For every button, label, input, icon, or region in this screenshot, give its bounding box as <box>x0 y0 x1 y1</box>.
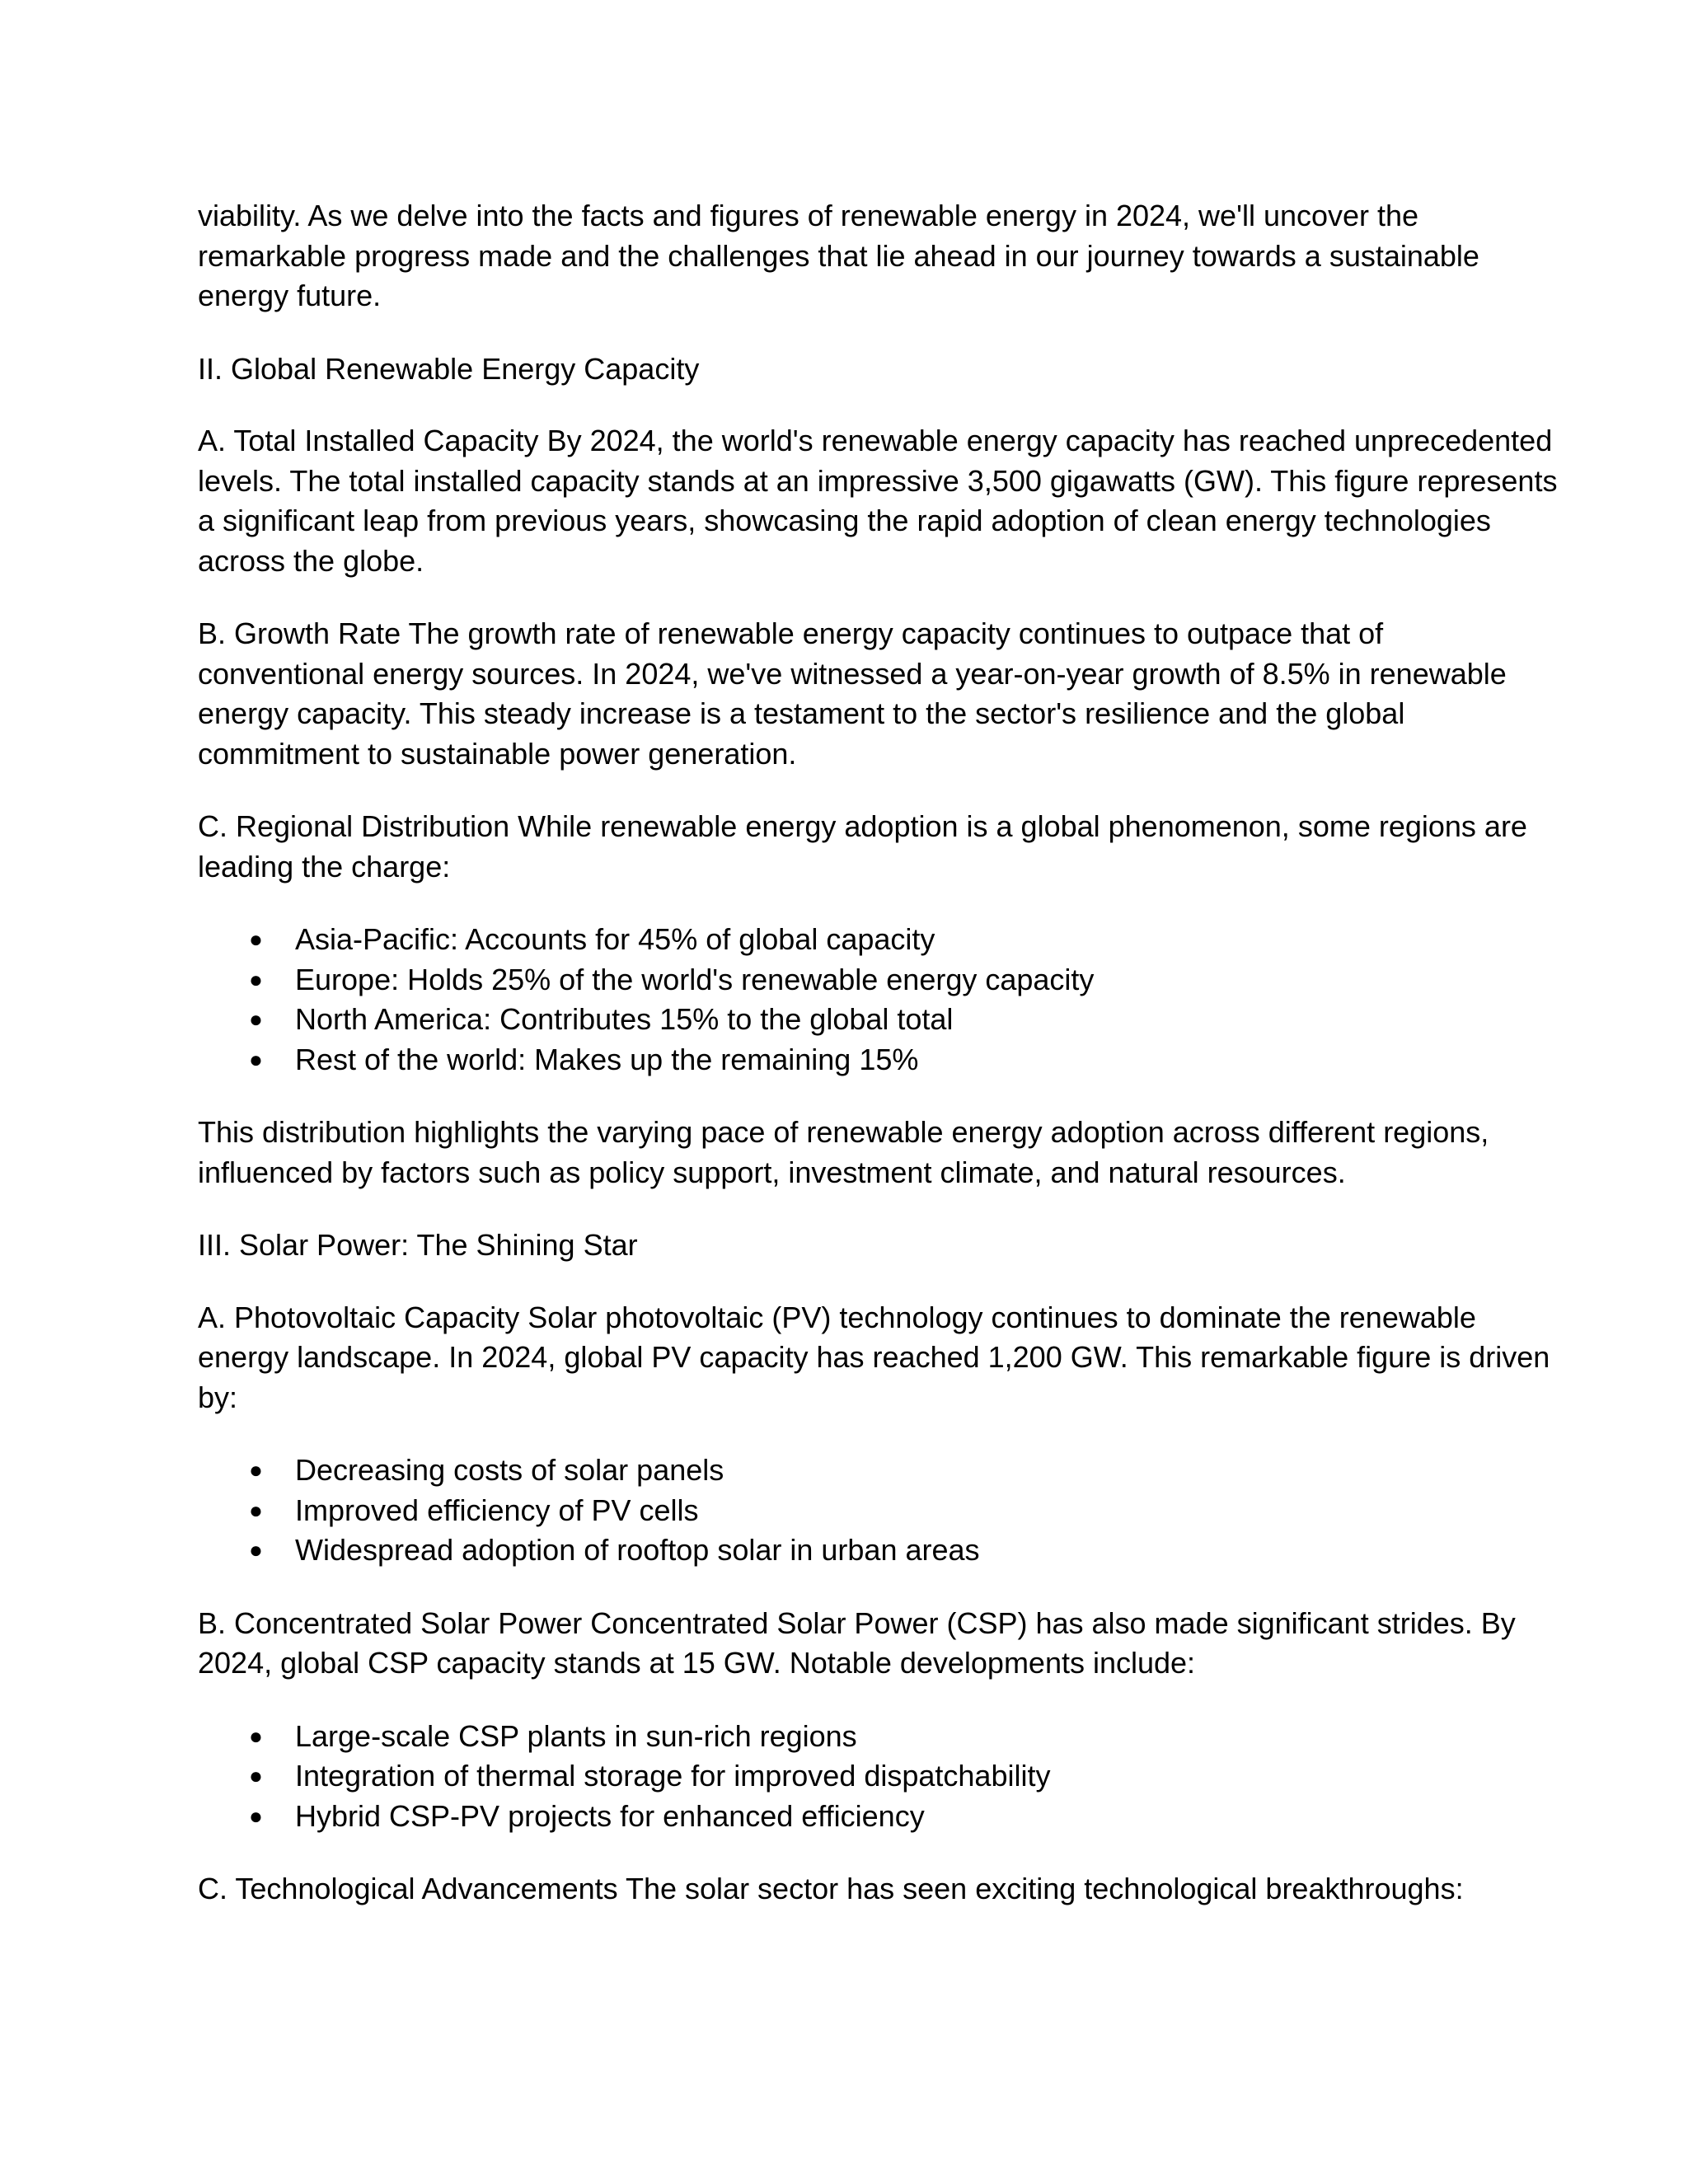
bullet-icon: ● <box>249 1722 263 1749</box>
regional-distribution-list <box>198 920 1558 1080</box>
list-item: ● North America: Contributes 15% to the global total <box>198 1000 1558 1040</box>
intro-paragraph: viability. As we delve into the facts and figures of renewable energy in 2024, we'll uncover the remarkable progress made and the challenges that lie ahead in our journey towards a sustainable energy future. <box>198 199 1479 312</box>
bullet-icon: ● <box>249 1537 263 1563</box>
list-item: ● Decreasing costs of solar panels <box>198 1451 1558 1491</box>
section-3c-paragraph: C. Technological Advancements The solar sector has seen exciting technological breakthroughs: <box>198 1872 1464 1905</box>
list-item: ● Europe: Holds 25% of the world's renewable energy capacity <box>198 960 1558 1001</box>
list-item: ● Integration of thermal storage for improved dispatchability <box>198 1756 1558 1797</box>
section-2a-paragraph: A. Total Installed Capacity By 2024, the world's renewable energy capacity has reached unprecedented levels. The total installed capacity stands at an impressive 3,500 gigawatts (GW). This figure represents a significant leap from previous years, showcasing the rapid adoption of clean energy technologies across the globe. <box>198 424 1558 578</box>
document-page <box>198 196 1558 1943</box>
list-item: ● Hybrid CSP-PV projects for enhanced efficiency <box>198 1797 1558 1837</box>
bullet-icon: ● <box>249 1457 263 1483</box>
section-2c-followup-paragraph: This distribution highlights the varying pace of renewable energy adoption across different regions, influenced by factors such as policy support, investment climate, and natural resources. <box>198 1115 1489 1189</box>
bullet-icon: ● <box>249 1497 263 1523</box>
bullet-icon: ● <box>249 1006 263 1032</box>
bullet-icon: ● <box>249 1763 263 1788</box>
section-2b-paragraph: B. Growth Rate The growth rate of renewable energy capacity continues to outpace that of conventional energy sources. In 2024, we've witnessed a year-on-year growth of 8.5% in renewable energy capacity. This steady increase is a testament to the sector's resilience and the global commitment to sustainable power generation. <box>198 616 1507 771</box>
section-2c-paragraph: C. Regional Distribution While renewable energy adoption is a global phenomenon, some regions are leading the charge: <box>198 809 1527 883</box>
section-3-heading: III. Solar Power: The Shining Star <box>198 1228 638 1262</box>
list-item: ● Asia-Pacific: Accounts for 45% of global capacity <box>198 920 1558 960</box>
bullet-icon: ● <box>249 966 263 992</box>
section-3a-paragraph: A. Photovoltaic Capacity Solar photovoltaic (PV) technology continues to dominate the renewable energy landscape. In 2024, global PV capacity has reached 1,200 GW. This remarkable figure is driven by: <box>198 1300 1550 1414</box>
section-3b-paragraph: B. Concentrated Solar Power Concentrated Solar Power (CSP) has also made significant strides. By 2024, global CSP capacity stands at 15 GW. Notable developments include: <box>198 1605 1516 1680</box>
bullet-icon: ● <box>249 926 263 952</box>
list-item: ● Widespread adoption of rooftop solar in urban areas <box>198 1530 1558 1571</box>
bullet-icon: ● <box>249 1802 263 1829</box>
list-item: ● Improved efficiency of PV cells <box>198 1491 1558 1531</box>
list-item: ● Large-scale CSP plants in sun-rich regions <box>198 1717 1558 1757</box>
pv-drivers-list <box>198 1451 1558 1571</box>
csp-developments-list <box>198 1717 1558 1837</box>
list-item: ● Rest of the world: Makes up the remaining 15% <box>198 1040 1558 1080</box>
bullet-icon: ● <box>249 1046 263 1072</box>
section-2-heading: II. Global Renewable Energy Capacity <box>198 351 700 386</box>
